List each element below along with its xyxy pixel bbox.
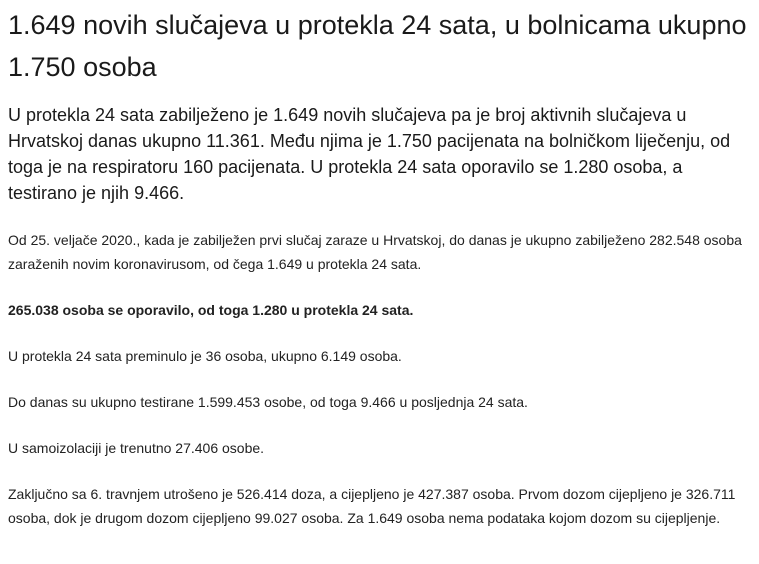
paragraph-self-isolation: U samoizolaciji je trenutno 27.406 osobe. [8,440,265,456]
paragraph-tested: Do danas su ukupno testirane 1.599.453 osobe, od toga 9.466 u posljednja 24 sata. [8,394,528,410]
paragraph-deaths: U protekla 24 sata preminulo je 36 osoba, ukupno 6.149 osoba. [8,348,402,364]
paragraph-recovered: 265.038 osoba se oporavilo, od toga 1.280 u protekla 24 sata. [8,302,414,318]
paragraph-vaccination: Zaključno sa 6. travnjem utrošeno je 526.414 doza, a cijepljeno je 427.387 osoba. Prvom dozom cijepljeno je 326.711 osoba, dok je drugom dozom cijepljeno 99.027 osoba. Za 1.649 osoba nema podataka kojom dozom su cijepljenje. [8,486,736,526]
article-lead: U protekla 24 sata zabilježeno je 1.649 novih slučajeva pa je broj aktivnih slučajeva u Hrvatskoj danas ukupno 11.361. Među njima je 1.750 pacijenata na bolničkom liječenju, od toga je na respiratoru 160 pacijenata. U protekla 24 sata oporavilo se 1.280 osoba, a testirano je njih 9.466. [8,105,731,203]
paragraph-total-cases: Od 25. veljače 2020., kada je zabilježen prvi slučaj zaraze u Hrvatskoj, do danas je ukupno zabilježeno 282.548 osoba zaraženih novim koronavirusom, od čega 1.649 u protekla 24 sata. [8,232,742,272]
article-title: 1.649 novih slučajeva u protekla 24 sata, u bolnicama ukupno 1.750 osoba [8,10,747,82]
